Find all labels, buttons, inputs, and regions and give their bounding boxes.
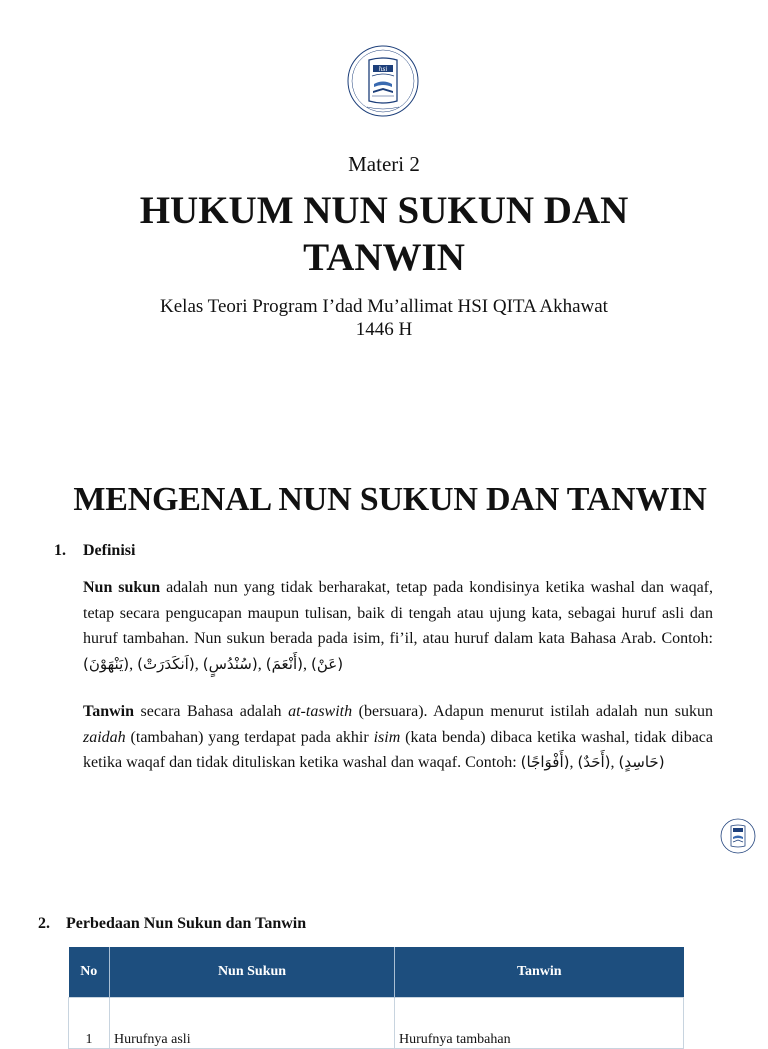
title-line-2: TANWIN: [303, 236, 465, 279]
definition-text: (kata benda) dibaca ketika washal, tidak dibaca ketika waqaf dan tidak dituliskan ketika washal dan waqaf. Contoh:: [83, 728, 713, 771]
heading-label: Definisi: [83, 542, 136, 559]
table-row: [69, 998, 684, 1049]
heading-number: 1.: [54, 542, 66, 559]
table-cell: Hurufnya tambahan: [395, 998, 684, 1049]
arabic-example: (أَفْوَاجًا): [520, 753, 570, 771]
heading-definisi: [54, 542, 135, 560]
title-line-1: HUKUM NUN SUKUN DAN: [139, 189, 629, 232]
italic-term: isim: [373, 728, 401, 746]
table-header-row: [69, 947, 684, 998]
example-list: (يَنْهَوْنَ), (اَنكَدَرَتْ), (سُنْدُسٍ), (أَنْعَمَ), (عَنْ): [83, 654, 344, 673]
hsi-logo-icon: [347, 45, 419, 117]
example-list: (أَفْوَاجًا), (أَحَدٌ), (حَاسِدٍ): [520, 753, 665, 771]
column-header-nun-sukun: Nun Sukun: [110, 947, 395, 998]
italic-term: at-taswith: [288, 703, 353, 720]
heading-number: 2.: [38, 915, 50, 932]
arabic-example: (اَنكَدَرَتْ): [137, 654, 195, 673]
arabic-example: (أَنْعَمَ): [265, 654, 303, 673]
section-title: MENGENAL NUN SUKUN DAN TANWIN: [73, 481, 707, 518]
arabic-example: (عَنْ): [310, 654, 344, 673]
svg-text:hsi: hsi: [378, 66, 388, 73]
definition-nun-sukun: [83, 575, 713, 677]
subtitle-line-1: Kelas Teori Program I’dad Mu’allimat HSI QITA Akhawat: [160, 296, 608, 317]
arabic-example: (سُنْدُسٍ): [202, 654, 258, 673]
table-cell: 1: [69, 998, 110, 1049]
arabic-example: (يَنْهَوْنَ): [83, 654, 130, 673]
materi-label: Materi 2: [348, 152, 420, 176]
subtitle: [0, 295, 768, 341]
arabic-example: (حَاسِدٍ): [618, 753, 665, 771]
column-header-tanwin: Tanwin: [395, 947, 684, 998]
term-nun-sukun: Nun sukun: [83, 579, 161, 596]
heading-perbedaan: [38, 915, 306, 933]
page-title: [0, 187, 768, 281]
heading-label: Perbedaan Nun Sukun dan Tanwin: [66, 915, 307, 932]
comparison-table: [68, 947, 684, 1049]
definition-tanwin: [83, 699, 713, 776]
definition-text: secara Bahasa adalah: [134, 703, 289, 720]
term-tanwin: Tanwin: [83, 703, 134, 720]
table-cell: Hurufnya asli: [110, 998, 395, 1049]
hsi-logo-icon: [720, 818, 756, 854]
subtitle-line-2: 1446 H: [355, 319, 413, 340]
definition-text: (tambahan) yang terdapat pada akhir: [125, 728, 374, 746]
definition-text: (bersuara). Adapun menurut istilah adalah nun sukun: [352, 703, 713, 720]
italic-term: zaidah: [83, 728, 126, 746]
definition-text: adalah nun yang tidak berharakat, tetap pada kondisinya ketika washal dan waqaf, tetap secara pengucapan maupun tulisan, baik di tengah atau ujung kata, sebagai huruf asli dan huruf tambahan. Nun sukun berada pada isim, fi’il, atau huruf dalam kata Bahasa Arab. Contoh:: [83, 579, 714, 647]
column-header-no: No: [69, 947, 110, 998]
arabic-example: (أَحَدٌ): [577, 753, 611, 771]
